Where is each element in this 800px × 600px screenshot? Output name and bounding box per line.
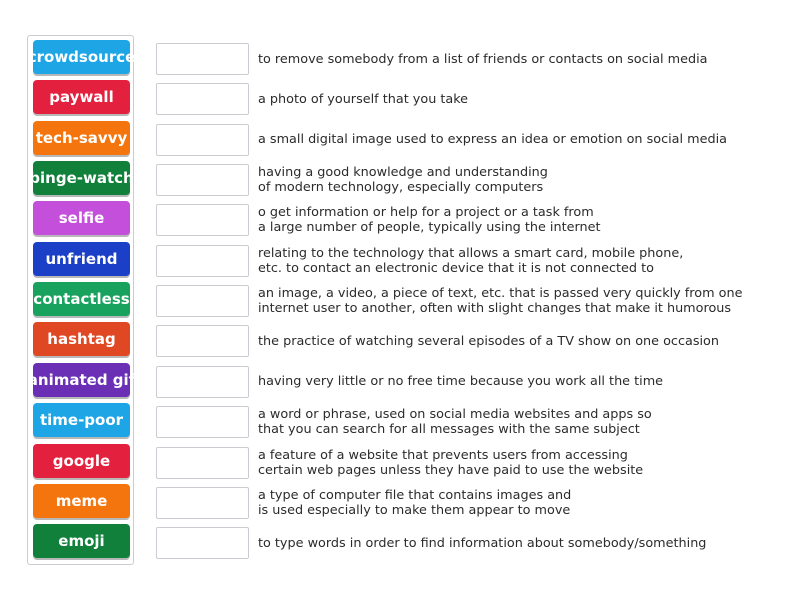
drop-slot[interactable] xyxy=(156,245,249,277)
definition-text xyxy=(258,124,788,156)
definition-text xyxy=(258,487,788,519)
definition-line: o get information or help for a project or a task from xyxy=(258,205,594,221)
definition-line: relating to the technology that allows a smart card, mobile phone, xyxy=(258,245,684,261)
drop-slot[interactable] xyxy=(156,527,249,559)
definition-text xyxy=(258,325,788,357)
definition-line: a photo of yourself that you take xyxy=(258,91,469,107)
definition-text xyxy=(258,204,788,236)
drop-slot[interactable] xyxy=(156,325,249,357)
word-bank xyxy=(27,35,134,565)
definition-line: a type of computer file that contains images and xyxy=(258,487,572,503)
word-tile-unfriend[interactable]: unfriend xyxy=(33,242,130,276)
definition-line: a large number of people, typically using the internet xyxy=(258,220,601,236)
definition-text xyxy=(258,406,788,438)
word-tile-time-poor[interactable]: time-poor xyxy=(33,403,130,437)
drop-slot[interactable] xyxy=(156,366,249,398)
drop-slot[interactable] xyxy=(156,285,249,317)
definition-line: certain web pages unless they have paid to use the website xyxy=(258,462,644,478)
definition-text xyxy=(258,366,788,398)
word-tile-selfie[interactable]: selfie xyxy=(33,201,130,235)
word-tile-crowdsource[interactable]: crowdsource xyxy=(33,40,130,74)
drop-slot[interactable] xyxy=(156,43,249,75)
definition-text xyxy=(258,447,788,479)
definition-line: etc. to contact an electronic device that it is not connected to xyxy=(258,260,654,276)
definition-line: is used especially to make them appear to move xyxy=(258,502,571,518)
word-tile-hashtag[interactable]: hashtag xyxy=(33,322,130,356)
word-tile-paywall[interactable]: paywall xyxy=(33,80,130,114)
definition-line: to type words in order to find information about somebody/something xyxy=(258,535,707,551)
drop-slot[interactable] xyxy=(156,204,249,236)
definition-line: of modern technology, especially computers xyxy=(258,180,544,196)
definition-line: having very little or no free time because you work all the time xyxy=(258,374,664,390)
definition-line: internet user to another, often with slight changes that make it humorous xyxy=(258,301,732,317)
definition-text xyxy=(258,245,788,277)
word-tile-tech-savvy[interactable]: tech-savvy xyxy=(33,121,130,155)
definition-text xyxy=(258,43,788,75)
word-tile-google[interactable]: google xyxy=(33,444,130,478)
word-tile-meme[interactable]: meme xyxy=(33,484,130,518)
drop-slot[interactable] xyxy=(156,83,249,115)
definition-line: a small digital image used to express an idea or emotion on social media xyxy=(258,132,727,148)
word-tile-contactless[interactable]: contactless xyxy=(33,282,130,316)
word-tile-emoji[interactable]: emoji xyxy=(33,524,130,558)
drop-slot[interactable] xyxy=(156,487,249,519)
definition-text xyxy=(258,164,788,196)
definition-line: the practice of watching several episodes of a TV show on one occasion xyxy=(258,333,719,349)
definition-line: a feature of a website that prevents users from accessing xyxy=(258,447,628,463)
definition-line: having a good knowledge and understanding xyxy=(258,165,548,181)
drop-slot[interactable] xyxy=(156,447,249,479)
definition-line: to remove somebody from a list of friends or contacts on social media xyxy=(258,51,708,67)
definition-text xyxy=(258,83,788,115)
definition-text xyxy=(258,285,788,317)
drop-slot[interactable] xyxy=(156,124,249,156)
definition-text xyxy=(258,527,788,559)
word-tile-animated-gif[interactable]: animated gif xyxy=(33,363,130,397)
drop-slot[interactable] xyxy=(156,406,249,438)
word-tile-binge-watch[interactable]: binge-watch xyxy=(33,161,130,195)
drop-slot[interactable] xyxy=(156,164,249,196)
definition-line: a word or phrase, used on social media websites and apps so xyxy=(258,407,652,423)
definition-line: that you can search for all messages with the same subject xyxy=(258,422,640,438)
definition-line: an image, a video, a piece of text, etc. that is passed very quickly from one xyxy=(258,286,743,302)
